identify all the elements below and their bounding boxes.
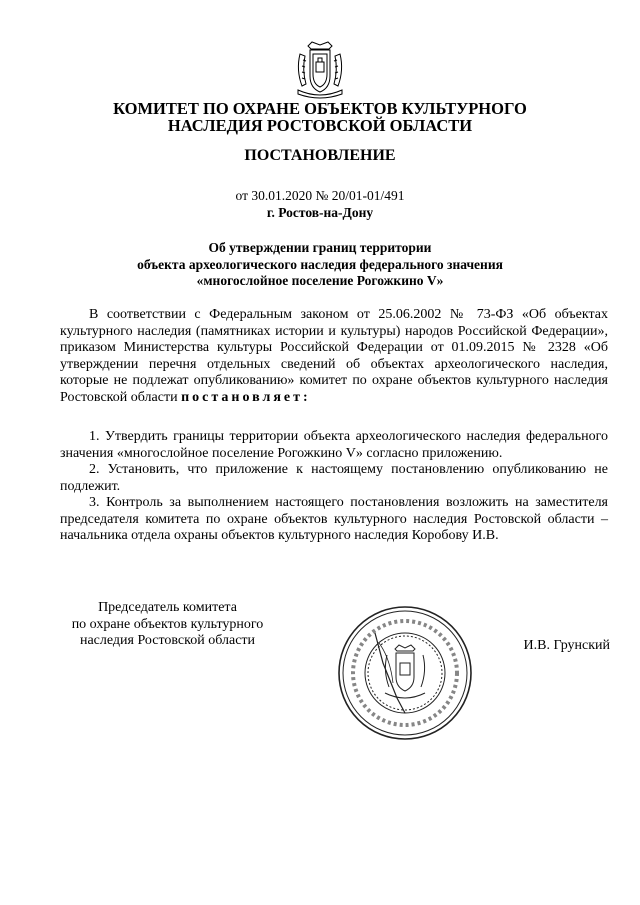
document-city: г. Ростов-на-Дону bbox=[266, 205, 374, 220]
subject-line3: «многослойное поселение Рогожкино V» bbox=[196, 273, 444, 288]
resolution-item: 1. Утвердить границы территории объекта археологического наследия федерального значения «многослойное поселение Рогожкино V» согласно приложению. bbox=[60, 429, 608, 461]
signatory-title-line1: Председатель комитета bbox=[98, 600, 237, 615]
signatory-name: И.В. Грунский bbox=[523, 638, 610, 653]
organization-name-line2: НАСЛЕДИЯ РОСТОВСКОЙ ОБЛАСТИ bbox=[167, 116, 473, 135]
organization-name-line1: КОМИТЕТ ПО ОХРАНЕ ОБЪЕКТОВ КУЛЬТУРНОГО bbox=[113, 99, 527, 118]
official-seal-icon bbox=[335, 603, 475, 743]
coat-of-arms-icon bbox=[292, 40, 348, 102]
document-date-number: от 30.01.2020 № 20/01-01/491 bbox=[235, 188, 405, 203]
preamble-text: В соответствии с Федеральным законом от 25.06.2002 № 73-ФЗ «Об объектах культурного наследия (памятниках истории и культуры) народов Российской Федерации», приказом Министерства культуры Российской Федерации от 01.09.2015 № 2328 «Об утверждении перечня отдельных сведений об объектах археологического наследия, которые не подлежат опубликованию» комитет по охране объектов культурного наследия Ростовской области bbox=[60, 307, 608, 405]
subject-line1: Об утверждении границ территории bbox=[208, 240, 432, 255]
preamble-paragraph bbox=[60, 307, 608, 406]
signatory-title-line3: наследия Ростовской области bbox=[79, 633, 256, 648]
resolution-item: 2. Установить, что приложение к настоящему постановлению опубликованию не подлежит. bbox=[60, 462, 608, 494]
document-type: ПОСТАНОВЛЕНИЕ bbox=[244, 147, 396, 164]
signatory-title bbox=[60, 600, 275, 650]
resolution-item: 3. Контроль за выполнением настоящего постановления возложить на заместителя председателя комитета по охране объектов культурного наследия Ростовской области – начальника отдела охраны объектов культурного наследия Коробову И.В. bbox=[60, 495, 608, 543]
resolution-items bbox=[60, 429, 608, 545]
document-subject bbox=[60, 240, 580, 290]
preamble bbox=[60, 307, 608, 406]
signatory-title-line2: по охране объектов культурного bbox=[71, 616, 264, 632]
subject-line2: объекта археологического наследия федерального значения bbox=[137, 256, 503, 272]
decree-word: постановляет: bbox=[181, 389, 311, 405]
organization-name bbox=[60, 100, 580, 134]
